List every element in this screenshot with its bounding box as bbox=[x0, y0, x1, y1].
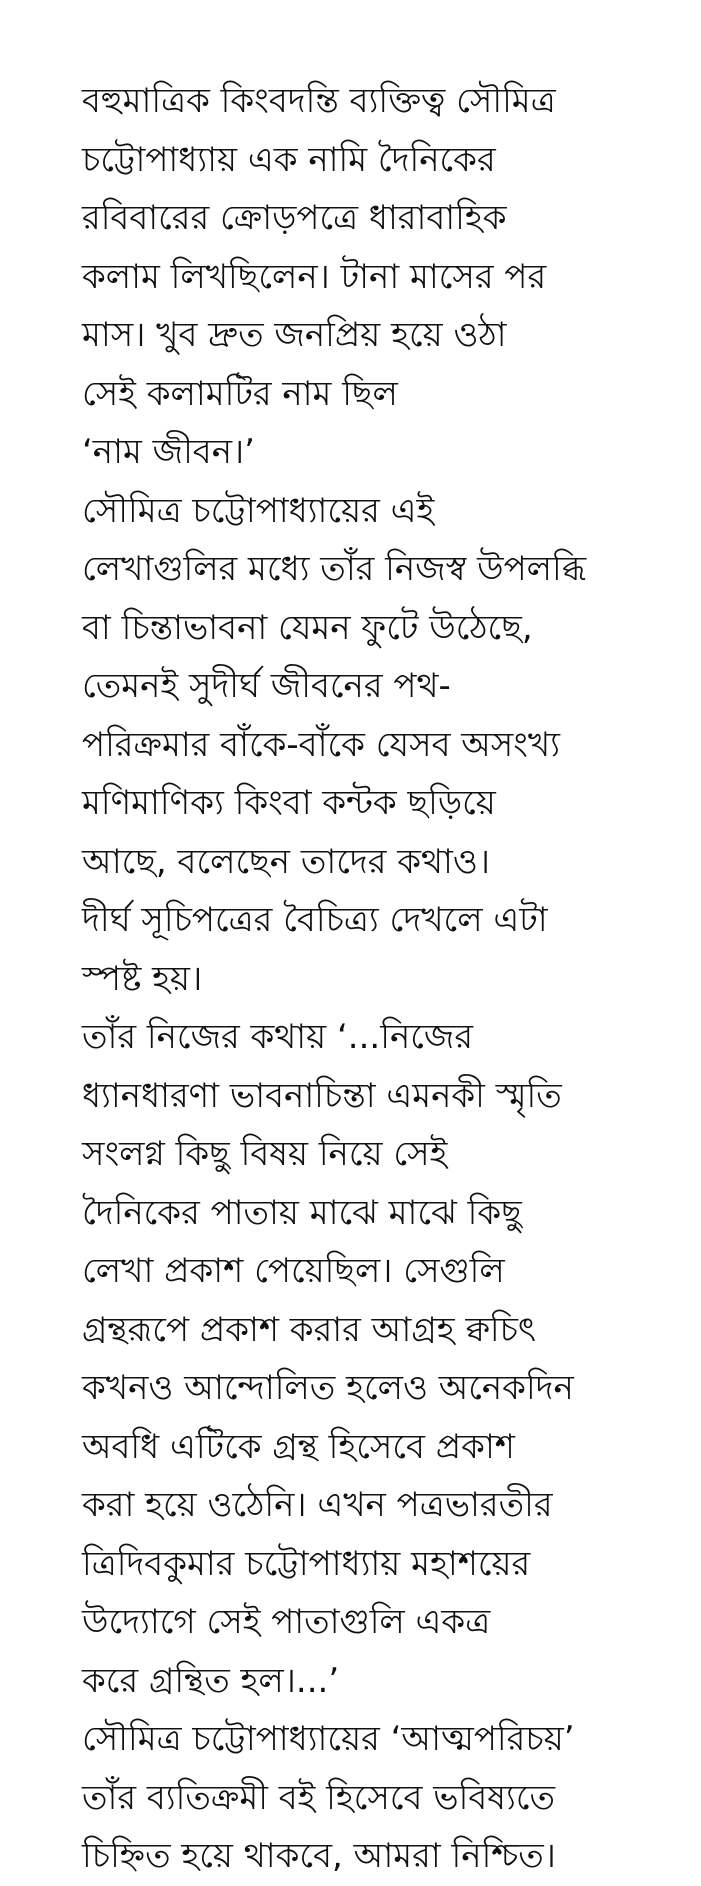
text-line: বা চিন্তাভাবনা যেমন ফুটে উঠেছে, bbox=[82, 607, 533, 648]
text-line: সৌমিত্র চট্টোপাধ্যায়ের ‘আত্মপরিচয়’ bbox=[82, 1719, 575, 1759]
text-line: দৈনিকের পাতায় মাঝে মাঝে কিছু bbox=[82, 1192, 522, 1233]
text-line: চট্টোপাধ্যায় এক নামি দৈনিকের bbox=[82, 139, 496, 180]
text-line: ত্রিদিবকুমার চট্টোপাধ্যায় মহাশয়ের bbox=[82, 1543, 531, 1584]
text-line: করে গ্রন্থিত হল।...’ bbox=[82, 1660, 340, 1701]
text-line: করা হয়ে ওঠেনি। এখন পত্রভারতীর bbox=[82, 1485, 553, 1525]
text-line: লেখা প্রকাশ পেয়েছিল। সেগুলি bbox=[82, 1251, 505, 1291]
text-line: অবধি এটিকে গ্রন্থ হিসেবে প্রকাশ bbox=[82, 1426, 515, 1467]
text-line: আছে, বলেছেন তাদের কথাও। bbox=[82, 841, 491, 882]
text-line: চিহ্নিত হয়ে থাকবে, আমরা নিশ্চিত। bbox=[82, 1836, 556, 1876]
text-line: সংলগ্ন কিছু বিষয় নিয়ে সেই bbox=[82, 1134, 448, 1174]
text-line: সৌমিত্র চট্টোপাধ্যায়ের এই bbox=[82, 490, 435, 531]
text-line: কলাম লিখছিলেন। টানা মাসের পর bbox=[82, 256, 547, 297]
text-line: গ্রন্থরূপে প্রকাশ করার আগ্রহ ক্বচিৎ bbox=[82, 1309, 537, 1350]
text-line: রবিবারের ক্রোড়পত্রে ধারাবাহিক bbox=[82, 198, 507, 238]
text-line: তাঁর ব্যতিক্রমী বই হিসেবে ভবিষ্যতে bbox=[82, 1777, 556, 1818]
text-line: সেই কলামটির নাম ছিল bbox=[82, 373, 398, 414]
text-line: উদ্যোগে সেই পাতাগুলি একত্র bbox=[82, 1602, 491, 1642]
text-line: পরিক্রমার বাঁকে-বাঁকে যেসব অসংখ্য bbox=[82, 724, 561, 765]
text-line: বহুমাত্রিক কিংবদন্তি ব্যক্তিত্ব সৌমিত্র bbox=[82, 81, 556, 121]
text-line: ধ্যানধারণা ভাবনাচিন্তা এমনকী স্মৃতি bbox=[82, 1075, 562, 1116]
text-line: মণিমাণিক্য কিংবা কন্টক ছড়িয়ে bbox=[82, 783, 496, 823]
text-line: ‘নাম জীবন।’ bbox=[82, 432, 255, 472]
text-line: স্পষ্ট হয়। bbox=[82, 958, 203, 999]
text-line: লেখাগুলির মধ্যে তাঁর নিজস্ব উপলব্ধি bbox=[82, 549, 587, 589]
text-line: মাস। খুব দ্রুত জনপ্রিয় হয়ে ওঠা bbox=[82, 315, 507, 355]
text-line: দীর্ঘ সূচিপত্রের বৈচিত্র্য দেখলে এটা bbox=[82, 900, 548, 940]
text-line: তাঁর নিজের কথায় ‘...নিজের bbox=[82, 1017, 474, 1057]
document-body bbox=[82, 72, 682, 1886]
text-line: তেমনই সুদীর্ঘ জীবনের পথ- bbox=[82, 666, 451, 706]
text-line: কখনও আন্দোলিত হলেও অনেকদিন bbox=[82, 1368, 574, 1408]
